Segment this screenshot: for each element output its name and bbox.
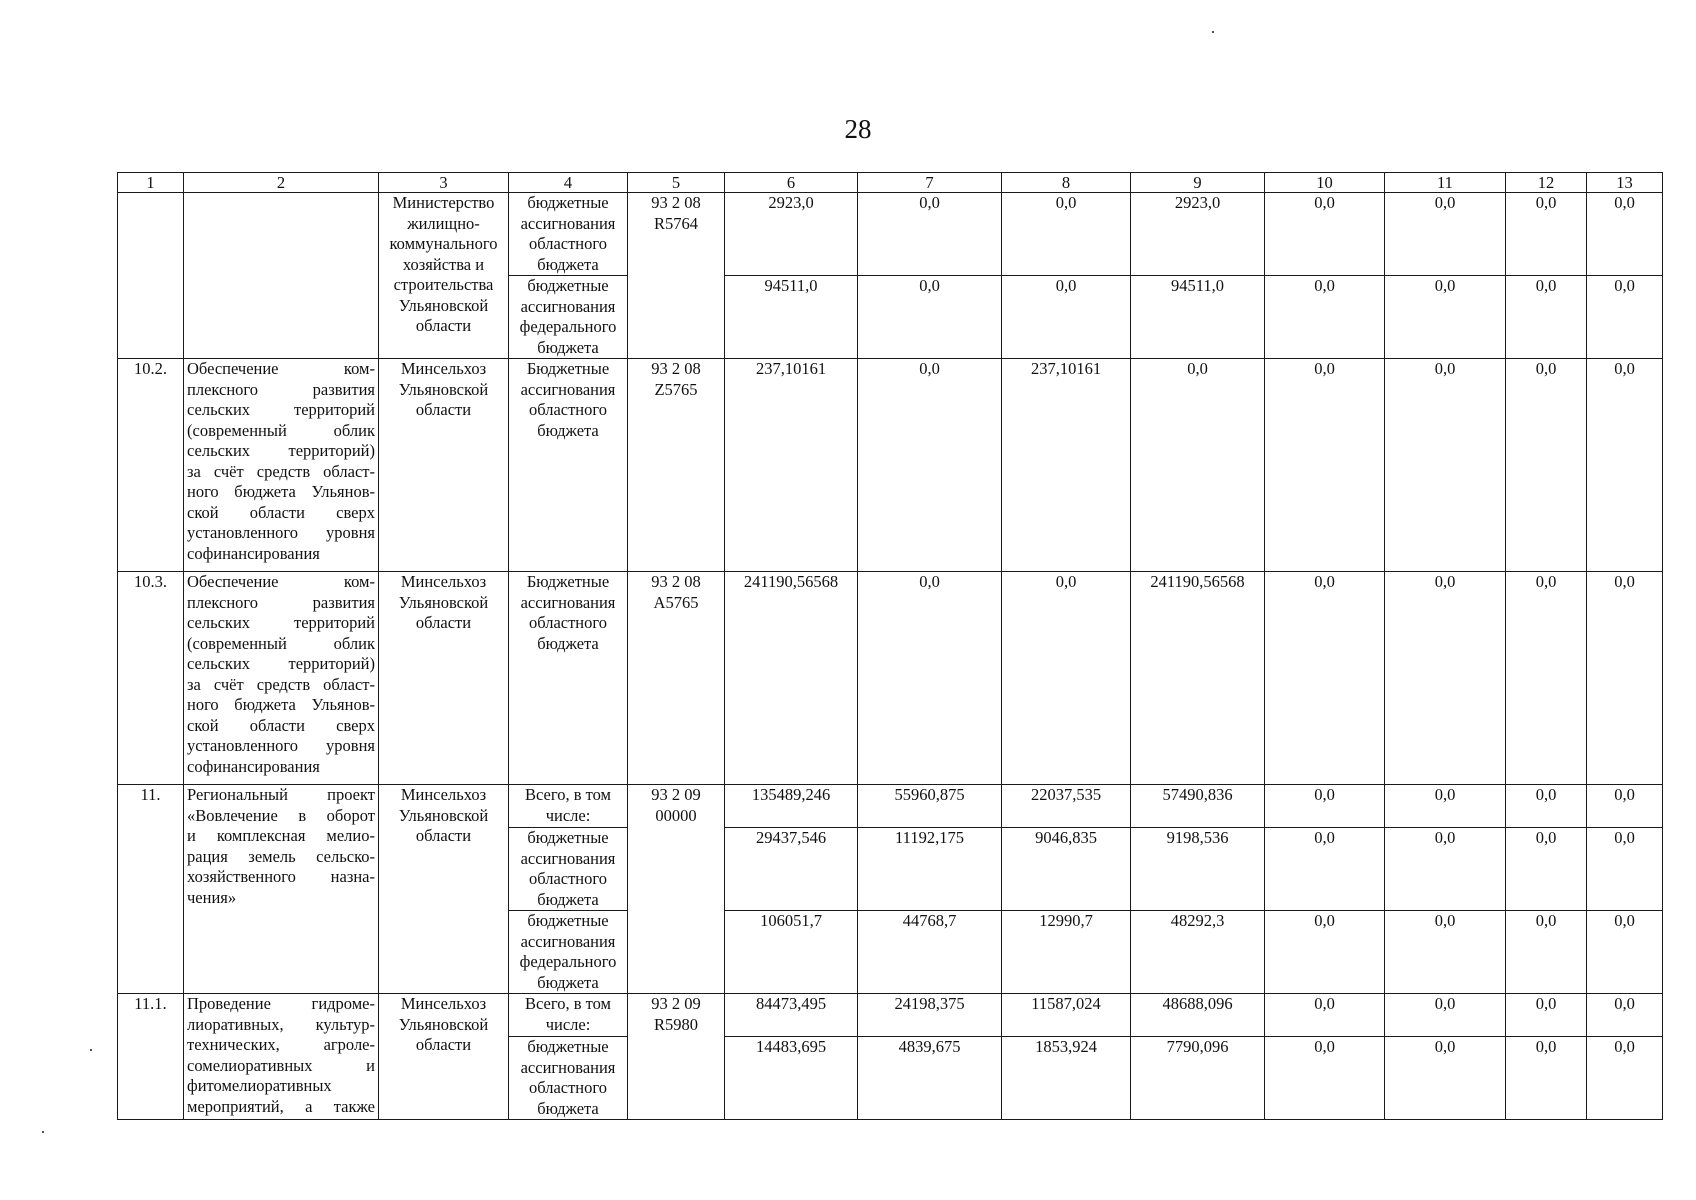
value-cell: 2923,0 bbox=[725, 193, 858, 276]
measure-name-line: лиоративных, культур- bbox=[187, 1014, 375, 1034]
funding-source-cell: Бюджетные ассигнования областного бюджета bbox=[509, 359, 628, 572]
value-cell: 241190,56568 bbox=[725, 572, 858, 785]
budget-code-cell: 93 2 08 А5765 bbox=[628, 572, 725, 785]
value-cell: 0,0 bbox=[1385, 828, 1506, 911]
value-cell: 0,0 bbox=[1265, 276, 1385, 359]
value-cell: 94511,0 bbox=[1131, 276, 1265, 359]
measure-name-line: установленного уровня bbox=[187, 736, 375, 755]
value-cell: 0,0 bbox=[1002, 572, 1131, 785]
funding-source-cell: бюджетные ассигнования областного бюджета bbox=[509, 1037, 628, 1120]
value-cell: 0,0 bbox=[1506, 911, 1587, 994]
column-number: 10 bbox=[1265, 173, 1385, 193]
measure-name-line: мероприятий, а также bbox=[187, 1096, 375, 1116]
value-cell: 0,0 bbox=[1587, 359, 1663, 572]
value-cell: 0,0 bbox=[1587, 785, 1663, 828]
value-cell: 0,0 bbox=[1265, 828, 1385, 911]
measure-name-line: за счёт средств област- bbox=[187, 461, 375, 481]
column-number: 2 bbox=[184, 173, 379, 193]
measure-name-cell bbox=[184, 994, 379, 1120]
funding-source-cell: бюджетные ассигнования областного бюджета bbox=[509, 193, 628, 276]
column-number: 5 bbox=[628, 173, 725, 193]
executor-cell: Минсельхоз Ульяновской области bbox=[379, 785, 509, 994]
value-cell: 0,0 bbox=[858, 276, 1002, 359]
column-number: 9 bbox=[1131, 173, 1265, 193]
value-cell: 48292,3 bbox=[1131, 911, 1265, 994]
value-cell: 0,0 bbox=[1002, 276, 1131, 359]
value-cell: 0,0 bbox=[1385, 193, 1506, 276]
value-cell: 84473,495 bbox=[725, 994, 858, 1037]
value-cell: 12990,7 bbox=[1002, 911, 1131, 994]
measure-name-cell bbox=[184, 572, 379, 785]
budget-code-cell: 93 2 09 R5980 bbox=[628, 994, 725, 1120]
value-cell: 0,0 bbox=[1506, 359, 1587, 572]
value-cell: 237,10161 bbox=[725, 359, 858, 572]
value-cell: 0,0 bbox=[1002, 193, 1131, 276]
measure-name-line: софинансирования bbox=[187, 543, 320, 563]
value-cell: 0,0 bbox=[1265, 911, 1385, 994]
value-cell: 0,0 bbox=[1506, 276, 1587, 359]
funding-source-cell: бюджетные ассигнования областного бюджета bbox=[509, 828, 628, 911]
value-cell: 11587,024 bbox=[1002, 994, 1131, 1037]
measure-name-line: Обеспечение ком- bbox=[187, 359, 375, 378]
value-cell: 1853,924 bbox=[1002, 1037, 1131, 1120]
value-cell: 106051,7 bbox=[725, 911, 858, 994]
measure-name-line: «Вовлечение в оборот bbox=[187, 805, 375, 825]
value-cell: 0,0 bbox=[858, 359, 1002, 572]
value-cell: 9198,536 bbox=[1131, 828, 1265, 911]
measure-name-line: сельских территорий bbox=[187, 400, 375, 419]
executor-cell: Министерство жилищно-коммунального хозяйства и строительства Ульяновской области bbox=[379, 193, 509, 359]
measure-name-line: ской области сверх bbox=[187, 502, 375, 522]
measure-name-line: за счёт средств област- bbox=[187, 674, 375, 694]
measure-name-line: сельских территорий) bbox=[187, 441, 375, 460]
measure-name-line: фитомелиоративных bbox=[187, 1076, 332, 1095]
measure-name-line: софинансирования bbox=[187, 756, 320, 776]
value-cell: 237,10161 bbox=[1002, 359, 1131, 572]
scan-speck: · bbox=[1210, 22, 1216, 42]
measure-name-line: ного бюджета Ульянов- bbox=[187, 695, 375, 714]
value-cell: 0,0 bbox=[1506, 572, 1587, 785]
value-cell: 0,0 bbox=[1587, 828, 1663, 911]
funding-source-cell: Всего, в том числе: bbox=[509, 994, 628, 1037]
value-cell: 0,0 bbox=[858, 572, 1002, 785]
value-cell: 0,0 bbox=[1506, 1037, 1587, 1120]
measure-name-line: установленного уровня bbox=[187, 523, 375, 542]
funding-source-cell: Бюджетные ассигнования областного бюджета bbox=[509, 572, 628, 785]
value-cell: 14483,695 bbox=[725, 1037, 858, 1120]
funding-source-cell: Всего, в том числе: bbox=[509, 785, 628, 828]
value-cell: 241190,56568 bbox=[1131, 572, 1265, 785]
executor-cell: Минсельхоз Ульяновской области bbox=[379, 994, 509, 1120]
table-row bbox=[118, 193, 1663, 276]
table-row bbox=[118, 572, 1663, 785]
value-cell: 29437,546 bbox=[725, 828, 858, 911]
budget-code-cell: 93 2 08 R5764 bbox=[628, 193, 725, 359]
measure-name-cell bbox=[184, 785, 379, 994]
scan-speck: · bbox=[40, 1122, 46, 1142]
value-cell: 0,0 bbox=[1385, 994, 1506, 1037]
measure-name-line: хозяйственного назна- bbox=[187, 867, 375, 886]
value-cell: 0,0 bbox=[1506, 828, 1587, 911]
table-row bbox=[118, 785, 1663, 828]
value-cell: 135489,246 bbox=[725, 785, 858, 828]
value-cell: 0,0 bbox=[1265, 1037, 1385, 1120]
measure-name-line: сельских территорий) bbox=[187, 654, 375, 673]
value-cell: 55960,875 bbox=[858, 785, 1002, 828]
column-number: 13 bbox=[1587, 173, 1663, 193]
value-cell: 0,0 bbox=[1265, 359, 1385, 572]
row-number-cell: 10.3. bbox=[118, 572, 184, 785]
table-row bbox=[118, 994, 1663, 1037]
column-number: 8 bbox=[1002, 173, 1131, 193]
executor-cell: Минсельхоз Ульяновской области bbox=[379, 572, 509, 785]
measure-name-line: Региональный проект bbox=[187, 785, 375, 804]
column-number-row bbox=[118, 173, 1663, 193]
value-cell: 0,0 bbox=[1385, 359, 1506, 572]
value-cell: 0,0 bbox=[1587, 1037, 1663, 1120]
value-cell: 0,0 bbox=[1587, 911, 1663, 994]
row-number-cell: 10.2. bbox=[118, 359, 184, 572]
budget-code-cell: 93 2 09 00000 bbox=[628, 785, 725, 994]
column-number: 6 bbox=[725, 173, 858, 193]
value-cell: 9046,835 bbox=[1002, 828, 1131, 911]
value-cell: 0,0 bbox=[1265, 994, 1385, 1037]
row-number-cell bbox=[118, 193, 184, 359]
measure-name-line: Проведение гидроме- bbox=[187, 994, 375, 1013]
measure-name-line: и комплексная мелио- bbox=[187, 826, 375, 845]
value-cell: 0,0 bbox=[1385, 1037, 1506, 1120]
measure-name-line: ного бюджета Ульянов- bbox=[187, 482, 375, 501]
value-cell: 4839,675 bbox=[858, 1037, 1002, 1120]
measure-name-line: плексного развития bbox=[187, 592, 375, 612]
value-cell: 7790,096 bbox=[1131, 1037, 1265, 1120]
value-cell: 57490,836 bbox=[1131, 785, 1265, 828]
value-cell: 22037,535 bbox=[1002, 785, 1131, 828]
value-cell: 0,0 bbox=[1506, 193, 1587, 276]
value-cell: 0,0 bbox=[1385, 572, 1506, 785]
row-number-cell: 11.1. bbox=[118, 994, 184, 1120]
value-cell: 0,0 bbox=[1587, 572, 1663, 785]
executor-cell: Минсельхоз Ульяновской области bbox=[379, 359, 509, 572]
table-row bbox=[118, 359, 1663, 572]
column-number: 12 bbox=[1506, 173, 1587, 193]
value-cell: 24198,375 bbox=[858, 994, 1002, 1037]
measure-name-line: (современный облик bbox=[187, 633, 375, 653]
column-number: 1 bbox=[118, 173, 184, 193]
value-cell: 0,0 bbox=[1131, 359, 1265, 572]
value-cell: 0,0 bbox=[1385, 276, 1506, 359]
value-cell: 0,0 bbox=[1506, 785, 1587, 828]
measure-name-line: сомелиоративных и bbox=[187, 1055, 375, 1075]
value-cell: 0,0 bbox=[1385, 911, 1506, 994]
value-cell: 44768,7 bbox=[858, 911, 1002, 994]
value-cell: 0,0 bbox=[1385, 785, 1506, 828]
budget-code-cell: 93 2 08 Z5765 bbox=[628, 359, 725, 572]
measure-name-line: Обеспечение ком- bbox=[187, 572, 375, 591]
page-number: 28 bbox=[844, 114, 872, 144]
column-number: 11 bbox=[1385, 173, 1506, 193]
measure-name-line: плексного развития bbox=[187, 379, 375, 399]
measure-name-line: технических, агроле- bbox=[187, 1035, 375, 1054]
measure-name-line: сельских территорий bbox=[187, 613, 375, 632]
scan-speck: · bbox=[88, 1040, 94, 1060]
value-cell: 0,0 bbox=[1265, 572, 1385, 785]
column-number: 3 bbox=[379, 173, 509, 193]
measure-name-line: чения» bbox=[187, 887, 237, 907]
funding-source-cell: бюджетные ассигнования федерального бюджета bbox=[509, 276, 628, 359]
value-cell: 94511,0 bbox=[725, 276, 858, 359]
value-cell: 0,0 bbox=[858, 193, 1002, 276]
column-number: 7 bbox=[858, 173, 1002, 193]
measure-name-line: рация земель сельско- bbox=[187, 846, 375, 866]
budget-table bbox=[117, 172, 1663, 1120]
measure-name-line: (современный облик bbox=[187, 420, 375, 440]
column-number: 4 bbox=[509, 173, 628, 193]
measure-name-cell bbox=[184, 193, 379, 359]
value-cell: 0,0 bbox=[1587, 193, 1663, 276]
row-number-cell: 11. bbox=[118, 785, 184, 994]
value-cell: 0,0 bbox=[1587, 276, 1663, 359]
funding-source-cell: бюджетные ассигнования федерального бюджета bbox=[509, 911, 628, 994]
value-cell: 0,0 bbox=[1265, 785, 1385, 828]
value-cell: 2923,0 bbox=[1131, 193, 1265, 276]
value-cell: 0,0 bbox=[1265, 193, 1385, 276]
value-cell: 11192,175 bbox=[858, 828, 1002, 911]
measure-name-line: ской области сверх bbox=[187, 715, 375, 735]
value-cell: 0,0 bbox=[1587, 994, 1663, 1037]
value-cell: 48688,096 bbox=[1131, 994, 1265, 1037]
measure-name-cell bbox=[184, 359, 379, 572]
value-cell: 0,0 bbox=[1506, 994, 1587, 1037]
